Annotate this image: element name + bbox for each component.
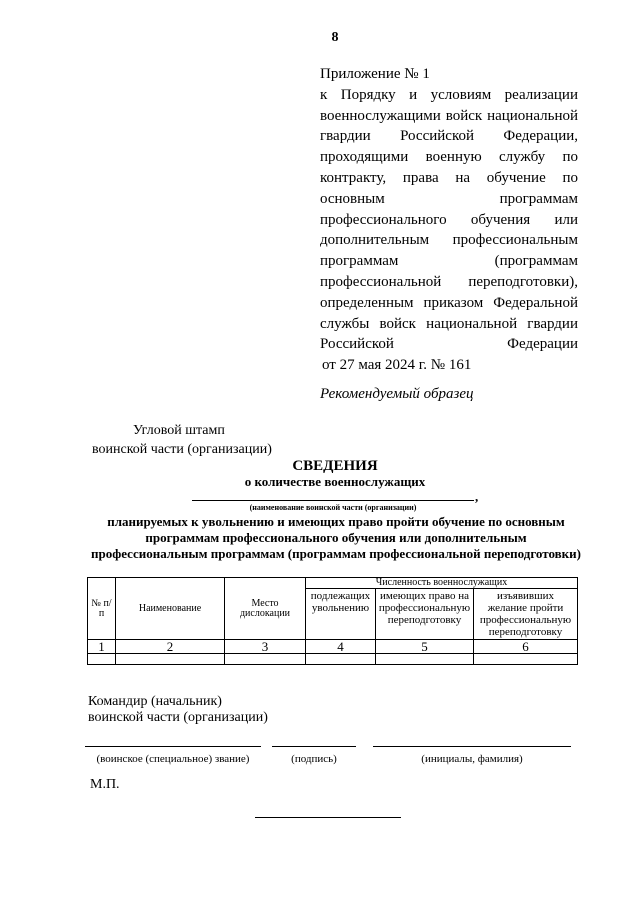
rank-signature-line <box>85 746 261 747</box>
rank-caption: (воинское (специальное) звание) <box>96 753 250 765</box>
table-cell <box>116 654 225 665</box>
header-entitled-to-retraining: имеющих право на профессиональную переподготовку <box>376 589 474 640</box>
commander-label-line2: воинской части (организации) <box>88 710 268 725</box>
commander-label-line1: Командир (начальник) <box>88 694 222 709</box>
table-cell <box>306 654 376 665</box>
header-subject-to-discharge: подлежащих увольнению <box>306 589 376 640</box>
appendix-date: от 27 мая 2024 г. № 161 <box>322 357 472 374</box>
header-personnel-count: Численность военнослужащих <box>306 578 578 589</box>
signature-line <box>272 746 356 747</box>
page-number: 8 <box>331 30 339 45</box>
table-cell <box>88 654 116 665</box>
signature-caption: (подпись) <box>291 753 337 765</box>
column-number-cell: 6 <box>474 640 578 654</box>
document-purpose: планируемых к увольнению и имеющих право пройти обучение по основным программам профессионального обучения или дополнительным профессиональным программам (программам профессиональной переподготовки) <box>91 514 581 561</box>
header-number: № п/п <box>88 578 116 640</box>
table-cell <box>225 654 306 665</box>
organization-name-line <box>192 500 474 501</box>
stamp-label-line2: воинской части (организации) <box>92 442 272 457</box>
column-number-cell: 2 <box>116 640 225 654</box>
document-title: СВЕДЕНИЯ <box>292 458 378 474</box>
table-header-row <box>88 578 578 589</box>
organization-line-comma: , <box>475 489 479 504</box>
document-subtitle: о количестве военнослужащих <box>244 474 426 489</box>
table-row <box>88 654 578 665</box>
table-column-numbers-row <box>88 640 578 654</box>
appendix-body: к Порядку и условиям реализации военнослужащими войск национальной гвардии Российской Федерации, проходящими военную службу по контракту, права на обучение по основным программам профессионального обучения или дополнительным профессиональным программам (программам профессиональной переподготовки), определенным приказом Федеральной службы войск национальной гвардии Российской Федерации <box>320 86 578 353</box>
bottom-line <box>255 817 401 818</box>
column-number-cell: 1 <box>88 640 116 654</box>
column-number-cell: 3 <box>225 640 306 654</box>
seal-label: М.П. <box>90 777 120 792</box>
sample-label: Рекомендуемый образец <box>320 386 474 402</box>
stamp-label-line1: Угловой штамп <box>133 423 225 438</box>
appendix-title: Приложение № 1 <box>320 66 430 82</box>
appendix-header <box>320 64 578 376</box>
name-caption: (инициалы, фамилия) <box>421 753 523 765</box>
column-number-cell: 5 <box>376 640 474 654</box>
column-number-cell: 4 <box>306 640 376 654</box>
header-wishing-retraining: изъявивших желание пройти профессиональную переподготовку <box>474 589 578 640</box>
header-name: Наименование <box>116 578 225 640</box>
name-signature-line <box>373 746 571 747</box>
table-cell <box>376 654 474 665</box>
header-location: Место дислокации <box>225 578 306 640</box>
table-cell <box>474 654 578 665</box>
personnel-table <box>87 577 578 665</box>
organization-name-caption: (наименование воинской части (организации) <box>249 503 417 512</box>
